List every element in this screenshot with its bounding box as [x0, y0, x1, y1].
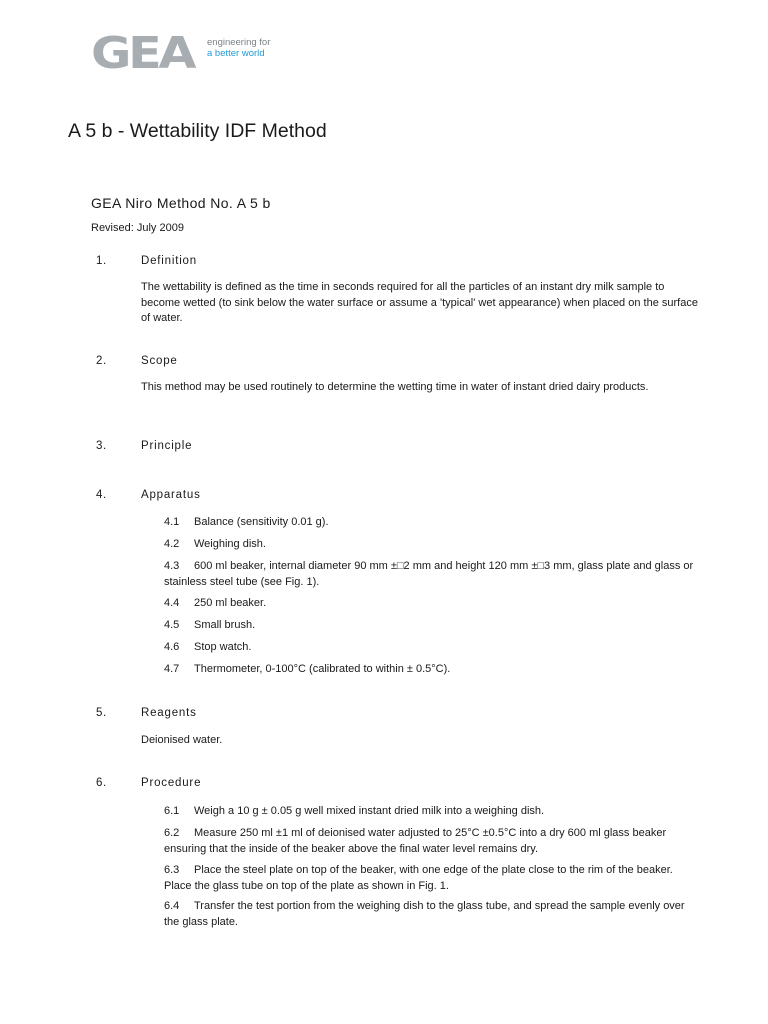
section-title-reagents: Reagents — [141, 707, 197, 719]
step-text: Transfer the test portion from the weighing dish to the glass tube, and spread the sample evenly over the glass plate. — [164, 900, 685, 928]
procedure-step — [164, 804, 694, 820]
item-number: 4.2 — [164, 538, 180, 550]
step-text: Measure 250 ml ±1 ml of deionised water adjusted to 25°C ±0.5°C into a dry 600 ml glass beaker ensuring that the inside of the beaker above the final water level remains dry. — [164, 827, 667, 855]
document-title: A 5 b - Wettability IDF Method — [68, 120, 327, 142]
apparatus-item — [164, 640, 694, 656]
logo-tagline-line-1: engineering for — [207, 37, 271, 48]
logo-tagline-line-2: a better world — [207, 48, 265, 59]
definition-text: The wettability is defined as the time in seconds required for all the particles of an instant dry milk sample to become wetted (to sink below the water surface or assume a 'typical' wet appearance) when placed on the surface of water. — [141, 281, 698, 324]
procedure-step — [164, 899, 694, 930]
apparatus-item — [164, 515, 694, 531]
step-number: 6.3 — [164, 864, 180, 876]
step-number: 6.4 — [164, 900, 180, 912]
section-number-2: 2. — [96, 355, 107, 367]
section-title-apparatus: Apparatus — [141, 489, 201, 501]
item-number: 4.5 — [164, 619, 180, 631]
item-number: 4.6 — [164, 641, 180, 653]
procedure-step — [164, 826, 694, 857]
step-number: 6.1 — [164, 805, 180, 817]
item-text: Balance (sensitivity 0.01 g). — [194, 516, 329, 528]
item-text: Weighing dish. — [194, 538, 266, 550]
item-number: 4.1 — [164, 516, 180, 528]
section-title-principle: Principle — [141, 440, 193, 452]
section-number-3: 3. — [96, 440, 107, 452]
revision-date: Revised: July 2009 — [91, 222, 184, 234]
item-text: Small brush. — [194, 619, 256, 631]
step-number: 6.2 — [164, 827, 180, 839]
section-number-4: 4. — [96, 489, 107, 501]
step-text: Weigh a 10 g ± 0.05 g well mixed instant dried milk into a weighing dish. — [194, 805, 545, 817]
item-text: 600 ml beaker, internal diameter 90 mm ±□2 mm and height 120 mm ±□3 mm, glass plate and glass or stainless steel tube (see Fig. 1). — [164, 560, 694, 588]
section-title-definition: Definition — [141, 255, 197, 267]
item-number: 4.3 — [164, 560, 180, 572]
section-number-1: 1. — [96, 255, 107, 267]
method-number: GEA Niro Method No. A 5 b — [91, 195, 271, 211]
item-number: 4.4 — [164, 597, 180, 609]
apparatus-item — [164, 618, 694, 634]
scope-text: This method may be used routinely to determine the wetting time in water of instant dried dairy products. — [141, 381, 649, 393]
section-number-6: 6. — [96, 777, 107, 789]
reagents-text: Deionised water. — [141, 734, 223, 746]
gea-logo-wordmark: GEA — [91, 28, 194, 79]
step-text: Place the steel plate on top of the beaker, with one edge of the plate close to the rim of the beaker. Place the glass tube on top of the plate as shown in Fig. 1. — [164, 864, 673, 892]
item-text: Stop watch. — [194, 641, 252, 653]
apparatus-item — [164, 537, 694, 553]
section-number-5: 5. — [96, 707, 107, 719]
item-text: Thermometer, 0-100°C (calibrated to within ± 0.5°C). — [194, 663, 451, 675]
section-title-scope: Scope — [141, 355, 178, 367]
logo-tagline — [207, 37, 270, 59]
item-text: 250 ml beaker. — [194, 597, 267, 609]
gea-logo — [91, 28, 291, 79]
apparatus-item — [164, 559, 694, 590]
section-title-procedure: Procedure — [141, 777, 202, 789]
apparatus-item — [164, 596, 694, 612]
procedure-step — [164, 863, 694, 894]
item-number: 4.7 — [164, 663, 180, 675]
apparatus-item — [164, 662, 694, 678]
